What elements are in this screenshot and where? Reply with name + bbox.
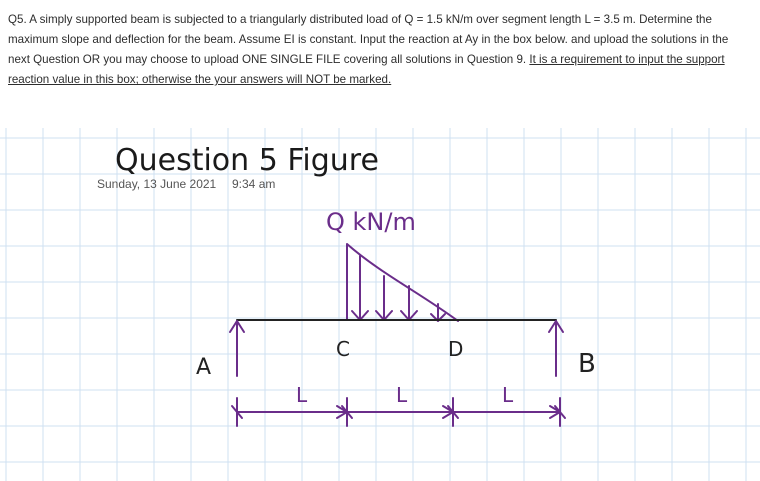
label-b: B [578,349,596,379]
question-body: Q5. A simply supported beam is subjected to a triangularly distributed load of Q = 1.5 kN/m over segment length L = 3.5 m. Determine the maximum slope and deflection for the beam. Assume EI is constant. Input the reaction at Ay in the box below. and upload the solutions in the next Question OR you may choose to upload ONE SINGLE FILE covering all solutions in Question 9. [8,13,729,66]
reaction-arrow-a [230,321,244,376]
label-a: A [196,355,212,380]
label-d: D [448,337,464,361]
segment-label-2: L [396,383,408,407]
note-date: Sunday, 13 June 2021 [97,177,217,191]
requirement-note: It is a requirement to input the support reaction value in this box; otherwise the your answers will NOT be marked. [8,53,725,86]
load-label: Q kN/m [326,208,416,236]
load-arrow-2 [376,276,392,320]
figure-title: Question 5 Figure [115,143,379,178]
segment-label-3: L [502,383,514,407]
question-figure [0,128,760,481]
question-text [8,10,750,90]
label-c: C [336,337,350,361]
load-arrow-1 [352,256,368,320]
segment-label-1: L [296,383,308,407]
figure-canvas [0,128,760,481]
note-time: 9:34 am [232,177,276,191]
beam-diagram [196,208,596,426]
